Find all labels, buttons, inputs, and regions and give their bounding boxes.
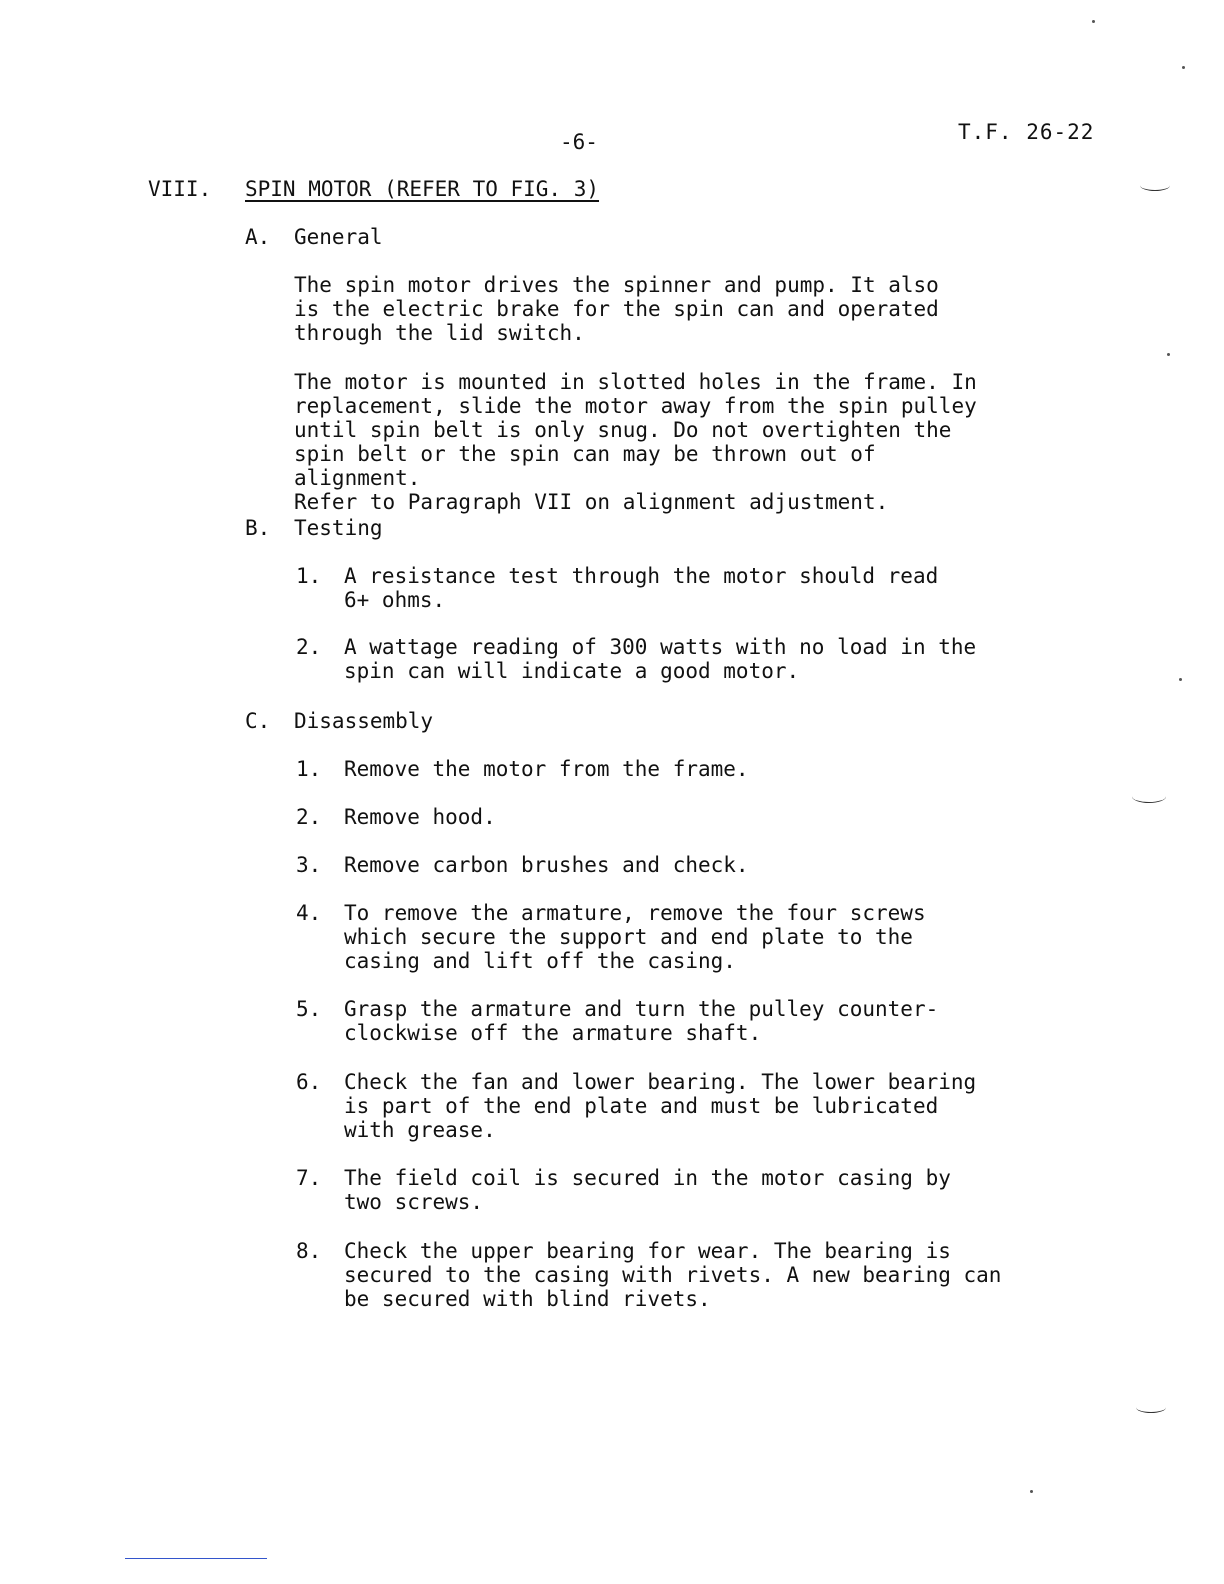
scan-dot <box>1182 66 1185 69</box>
scan-mark <box>1132 790 1166 803</box>
subsection-c-letter: C. <box>245 709 271 733</box>
subsection-b-letter: B. <box>245 516 271 540</box>
scan-dot <box>1092 20 1095 23</box>
scan-dot <box>1167 353 1170 356</box>
scan-mark <box>1140 180 1170 191</box>
disassembly-step-number: 3. <box>296 853 322 877</box>
page-number: -6- <box>560 130 598 154</box>
subsection-c-heading: Disassembly <box>294 709 434 733</box>
testing-step-number: 2. <box>296 635 322 659</box>
section-number: VIII. <box>148 177 212 201</box>
disassembly-step-text: Remove the motor from the frame. <box>344 757 749 781</box>
disassembly-step-number: 4. <box>296 901 322 925</box>
disassembly-step-text: The field coil is secured in the motor casing by two screws. <box>344 1166 951 1214</box>
subsection-a-heading: General <box>294 225 383 249</box>
scan-dot <box>1030 1490 1033 1493</box>
disassembly-step-text: Remove hood. <box>344 805 496 829</box>
general-paragraph-1: The spin motor drives the spinner and pump. It also is the electric brake for the spin can and operated through the lid switch. <box>294 273 939 345</box>
scan-mark <box>1136 1402 1166 1413</box>
testing-step-text: A resistance test through the motor should read 6+ ohms. <box>344 564 939 612</box>
footer-rule <box>125 1558 267 1559</box>
disassembly-step-text: To remove the armature, remove the four screws which secure the support and end plate to the casing and lift off the casing. <box>344 901 926 973</box>
disassembly-step-text: Check the upper bearing for wear. The bearing is secured to the casing with rivets. A new bearing can be secured with blind rivets. <box>344 1239 1002 1311</box>
testing-step-text: A wattage reading of 300 watts with no load in the spin can will indicate a good motor. <box>344 635 977 683</box>
scan-dot <box>1179 678 1182 681</box>
general-paragraph-2: The motor is mounted in slotted holes in the frame. In replacement, slide the motor away from the spin pulley until spin belt is only snug. Do not overtighten the spin belt or the spin can may be thrown out of alignment. Refer to Paragraph VII on alignment adjustment. <box>294 370 977 514</box>
document-id: T.F. 26-22 <box>958 120 1095 144</box>
disassembly-step-number: 2. <box>296 805 322 829</box>
subsection-b-heading: Testing <box>294 516 383 540</box>
disassembly-step-text: Check the fan and lower bearing. The lower bearing is part of the end plate and must be lubricated with grease. <box>344 1070 977 1142</box>
disassembly-step-number: 7. <box>296 1166 322 1190</box>
disassembly-step-number: 8. <box>296 1239 322 1263</box>
disassembly-step-number: 5. <box>296 997 322 1021</box>
disassembly-step-text: Remove carbon brushes and check. <box>344 853 749 877</box>
disassembly-step-number: 6. <box>296 1070 322 1094</box>
disassembly-step-number: 1. <box>296 757 322 781</box>
subsection-a-letter: A. <box>245 225 271 249</box>
section-title: SPIN MOTOR (REFER TO FIG. 3) <box>245 177 600 201</box>
disassembly-step-text: Grasp the armature and turn the pulley counter- clockwise off the armature shaft. <box>344 997 939 1045</box>
testing-step-number: 1. <box>296 564 322 588</box>
